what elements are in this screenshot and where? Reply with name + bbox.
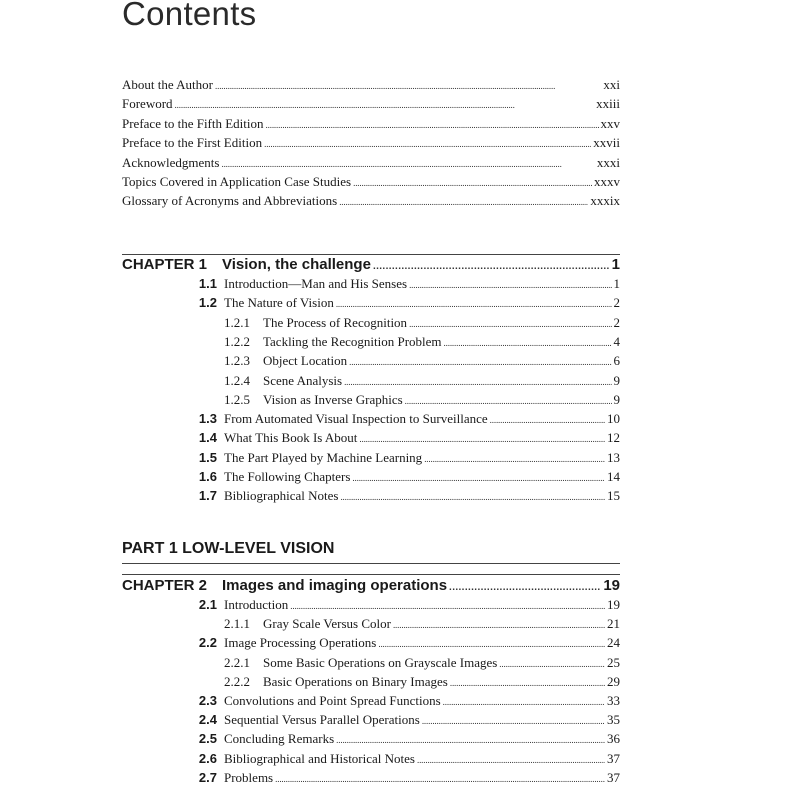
toc-entry-label: Vision as Inverse Graphics [263,391,403,407]
leader-dots [417,749,605,770]
toc-entry-label: Acknowledgments [122,154,220,170]
leader-dots [336,729,605,750]
subsection-entry[interactable] [263,672,620,691]
leader-dots [215,75,601,96]
toc-entry-label: The Process of Recognition [263,314,408,330]
leader-dots [340,486,605,507]
toc-entry-label: Scene Analysis [263,372,343,388]
subsection-entry[interactable] [263,332,620,351]
section-entry[interactable] [224,467,620,486]
toc-entry[interactable] [122,114,620,133]
section-entry[interactable] [224,409,620,428]
subsection-entry[interactable] [263,371,620,390]
toc-entry-page: 9 [613,391,620,407]
toc-entry-page: 19 [607,597,620,612]
leader-dots [450,672,605,693]
section-number: 1.3 [198,411,217,427]
section-number: 1.6 [198,469,217,484]
section-entry[interactable] [224,729,620,748]
section-entry[interactable] [224,428,620,447]
toc-entry-page: 25 [607,654,620,670]
toc-entry-page: 21 [607,616,620,632]
section-entry[interactable] [224,595,620,614]
leader-dots [349,351,611,372]
section-number: 1.2 [198,295,217,311]
chapter-2-title: Images and imaging operations [222,577,448,594]
subsection-entry[interactable] [263,313,620,332]
toc-entry-label: Foreword [122,96,173,112]
toc-entry[interactable] [122,94,620,113]
toc-entry-label: Glossary of Acronyms and Abbreviations [122,193,338,209]
toc-entry-page: 10 [607,411,620,427]
toc-entry-page: 37 [607,769,620,785]
leader-dots [499,653,605,674]
section-number: 2.2 [198,635,217,651]
toc-entry-page: 14 [607,469,620,484]
leader-dots [266,114,599,135]
leader-dots [409,313,611,334]
page-title: Contents [122,0,257,32]
toc-entry-label: The Following Chapters [224,469,351,484]
toc-entry[interactable] [122,75,620,94]
leader-dots [290,595,605,616]
toc-entry-page: 9 [613,372,620,388]
toc-entry-label: Problems [224,769,274,785]
section-number: 1.2.2 [224,333,250,349]
toc-entry-page: 4 [613,333,620,349]
chapter-2-page: 19 [603,577,620,594]
leader-dots [175,94,595,115]
leader-dots [444,332,612,353]
leader-dots [422,710,605,731]
section-entry[interactable] [224,293,620,312]
toc-entry[interactable] [122,133,620,152]
toc-entry-page: 29 [607,673,620,689]
toc-entry-page: xxvii [593,135,620,151]
section-number: 2.7 [198,769,217,785]
section-number: 2.3 [198,693,217,708]
toc-entry-label: Bibliographical and Historical Notes [224,750,415,766]
chapter-2-heading[interactable] [122,575,620,597]
leader-dots [344,371,611,392]
leader-dots [352,467,605,488]
subsection-entry[interactable] [263,390,620,409]
toc-entry-label: Gray Scale Versus Color [263,616,391,632]
toc-entry-label: Introduction—Man and His Senses [224,276,408,291]
chapter-2-number: CHAPTER 2 [122,577,208,594]
section-entry[interactable] [224,768,620,787]
toc-entry-label: Basic Operations on Binary Images [263,673,448,689]
section-number: 1.2.1 [224,314,250,330]
toc-entry-label: Image Processing Operations [224,635,377,651]
subsection-entry[interactable] [263,653,620,672]
toc-entry-page: 2 [613,295,620,311]
toc-entry-label: Some Basic Operations on Grayscale Images [263,654,498,670]
toc-entry[interactable] [122,172,620,191]
leader-dots [275,768,605,789]
toc-entry-label: Concluding Remarks [224,731,335,747]
toc-entry-label: Tackling the Recognition Problem [263,333,442,349]
chapter-1-number: CHAPTER 1 [122,256,208,273]
leader-dots [393,614,605,635]
section-entry[interactable] [224,633,620,652]
toc-entry-label: Sequential Versus Parallel Operations [224,712,420,728]
section-number: 2.6 [198,750,217,766]
leader-dots [409,274,611,295]
leader-dots [424,448,605,469]
section-number: 1.5 [198,449,217,465]
chapter-1-page: 1 [611,256,620,273]
toc-entry[interactable] [122,153,620,172]
toc-entry-page: 24 [607,635,620,651]
toc-entry-page: 35 [607,712,620,728]
leader-dots [490,409,605,430]
toc-entry-page: xxxix [590,193,620,209]
section-number: 2.1.1 [224,616,250,632]
toc-entry-page: 6 [613,353,620,369]
section-number: 2.1 [198,597,217,612]
leader-dots [339,191,588,212]
toc-entry-page: xxv [600,115,620,131]
toc-entry-label: Convolutions and Point Spread Functions [224,693,441,708]
chapter-1-heading[interactable] [122,254,620,276]
toc-entry-page: 2 [613,314,620,330]
toc-entry-label: The Nature of Vision [224,295,334,311]
toc-entry-label: Topics Covered in Application Case Studies [122,174,352,189]
toc-entry-page: 37 [607,750,620,766]
toc-entry-label: Bibliographical Notes [224,488,339,504]
toc-entry-label: From Automated Visual Inspection to Surveillance [224,411,488,427]
section-number: 1.2.5 [224,391,250,407]
section-entry[interactable] [224,691,620,710]
toc-entry-page: 12 [607,430,620,446]
toc-entry-label: What This Book Is About [224,430,358,446]
leader-dots [378,633,605,654]
section-entry[interactable] [224,448,620,467]
section-entry[interactable] [224,710,620,729]
section-number: 2.2.2 [224,673,250,689]
section-number: 2.2.1 [224,654,250,670]
toc-entry-page: 13 [607,449,620,465]
leader-dots [221,153,594,174]
chapter-1-title: Vision, the challenge [222,256,371,273]
section-number: 1.7 [198,488,217,504]
toc-entry-page: 15 [607,488,620,504]
toc-entry[interactable] [122,191,620,210]
section-number: 1.1 [198,276,217,291]
toc-entry-page: xxxv [594,174,620,189]
leader-dots [336,293,612,314]
subsection-entry[interactable] [263,614,620,633]
toc-entry-page: xxxi [596,154,620,170]
toc-entry-page: 36 [607,731,620,747]
toc-entry-label: Preface to the Fifth Edition [122,115,264,131]
toc-entry-page: xxi [603,77,620,92]
toc-entry-label: Introduction [224,597,289,612]
section-number: 1.2.4 [224,372,250,388]
section-entry[interactable] [224,749,620,768]
toc-entry-label: Object Location [263,353,348,369]
leader-dots [264,133,591,154]
section-number: 2.4 [198,712,217,728]
section-number: 2.5 [198,731,217,747]
toc-entry-label: The Part Played by Machine Learning [224,449,423,465]
leader-dots [353,172,592,193]
part-1-heading: PART 1 LOW-LEVEL VISION [122,538,620,564]
section-entry[interactable] [224,486,620,505]
toc-entry-label: About the Author [122,77,213,92]
leader-dots [359,428,605,449]
subsection-entry[interactable] [263,351,620,370]
leader-dots [443,691,605,712]
toc-entry-label: Preface to the First Edition [122,135,263,151]
toc-entry-page: xxiii [596,96,620,112]
section-number: 1.2.3 [224,353,250,369]
toc-entry-page: 33 [607,693,620,708]
section-entry[interactable] [224,274,620,293]
toc-entry-page: 1 [613,276,620,291]
leader-dots [405,390,612,411]
section-number: 1.4 [198,430,217,446]
